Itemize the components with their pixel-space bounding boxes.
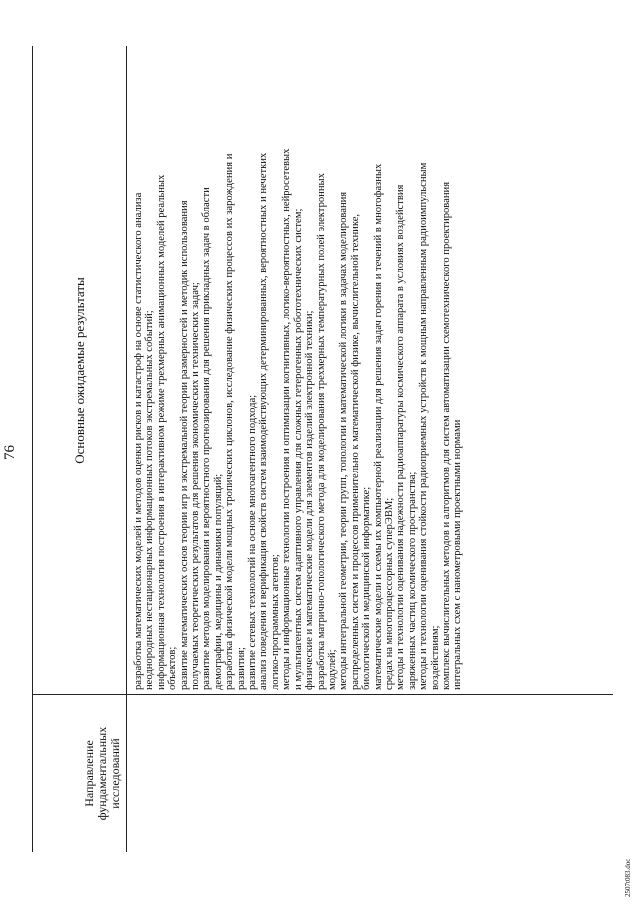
header-results-cell bbox=[33, 46, 126, 695]
result-line: анализ поведения и верификация свойств систем взаимодействующих детерминированных, вероятностных и нечетких bbox=[258, 152, 270, 690]
result-line: методы и технологии оценивания надежности радиоаппаратуры космического аппарата в условиях воздействия bbox=[395, 184, 407, 690]
page-number: 76 bbox=[2, 445, 18, 460]
result-line: комплекс вычислительных методов и алгоритмов для систем автоматизации схемотехнического проектирования bbox=[440, 181, 452, 690]
result-line: неоднородных нестационарных информационных потоков экстремальных событий; bbox=[144, 310, 156, 690]
result-line: разработка матрично-топологического метода для моделирования трехмерных температурных полей электронных bbox=[315, 173, 327, 690]
research-table bbox=[32, 46, 613, 852]
result-line: и мультиагентных систем адаптивного управления для сложных гетерогенных робототехнических систем; bbox=[292, 208, 304, 690]
result-line: воздействиям; bbox=[429, 625, 441, 690]
result-line: логико-программных агентов; bbox=[269, 554, 281, 690]
header-results-label: Основные ожидаемые результаты bbox=[71, 277, 87, 464]
result-line: математические модели и схемы их компьютерной реализации для решения задач горения и течений в многофазных bbox=[372, 163, 384, 690]
result-line: интегральных схем с нанометровыми проектными нормами bbox=[452, 419, 464, 690]
table-header-row bbox=[32, 46, 127, 852]
result-line: развитие сетевых технологий на основе многоагентного подхода; bbox=[247, 394, 259, 690]
result-line: развитие методов моделирования и вероятностного прогнозирования для решения прикладных задач в области bbox=[201, 187, 213, 690]
results-cell bbox=[133, 50, 464, 690]
result-line: заряженных частиц космического пространства; bbox=[406, 471, 418, 690]
result-line: разработка физической модели мощных тропических циклонов, исследование физических процессов их зарождения и bbox=[224, 153, 236, 690]
result-line: объектов; bbox=[167, 646, 179, 690]
result-line: биологической и медицинской информатике; bbox=[361, 486, 373, 690]
result-line: методы и технологии оценивания стойкости радиоприемных устройств к мощным направленным радиоимпульсным bbox=[418, 162, 430, 690]
result-line: получаемых теоретических результатов для решения экономических и технических задач; bbox=[190, 282, 202, 690]
result-line: развития; bbox=[235, 647, 247, 690]
result-line: методы интегральной геометрии, теории групп, топологии и математической логики в задачах моделирования bbox=[338, 191, 350, 690]
result-line: средах на многопроцессорных суперЭВМ; bbox=[383, 497, 395, 690]
result-line: демографии, медицины и динамики популяций; bbox=[212, 473, 224, 690]
result-line: физические и математические модели для элементов изделий электронной техники; bbox=[304, 310, 316, 690]
result-line: методы и информационные технологии построения и оптимизации когнитивных, логико-вероятностных, нейросетевых bbox=[281, 148, 293, 690]
header-direction-label: Направление фундаментальных исследований bbox=[82, 726, 122, 821]
header-direction-cell bbox=[33, 695, 126, 852]
column-divider bbox=[32, 694, 613, 695]
document-filename: 2507t083.doc bbox=[624, 858, 632, 897]
result-line: развитие математических основ теории игр и экстремальной теории размерностей и методик использования bbox=[178, 200, 190, 690]
result-line: разработка математических моделей и методов оценки рисков и катастроф на основе статистического анализа bbox=[133, 192, 144, 690]
result-line: распределенных систем и процессов применительно к математической физике, вычислительной технике, bbox=[349, 213, 361, 690]
result-line: информационная технология построения в интерактивном режиме трехмерных анимационных моделей реальных bbox=[155, 174, 167, 690]
result-line: модулей; bbox=[326, 649, 338, 690]
